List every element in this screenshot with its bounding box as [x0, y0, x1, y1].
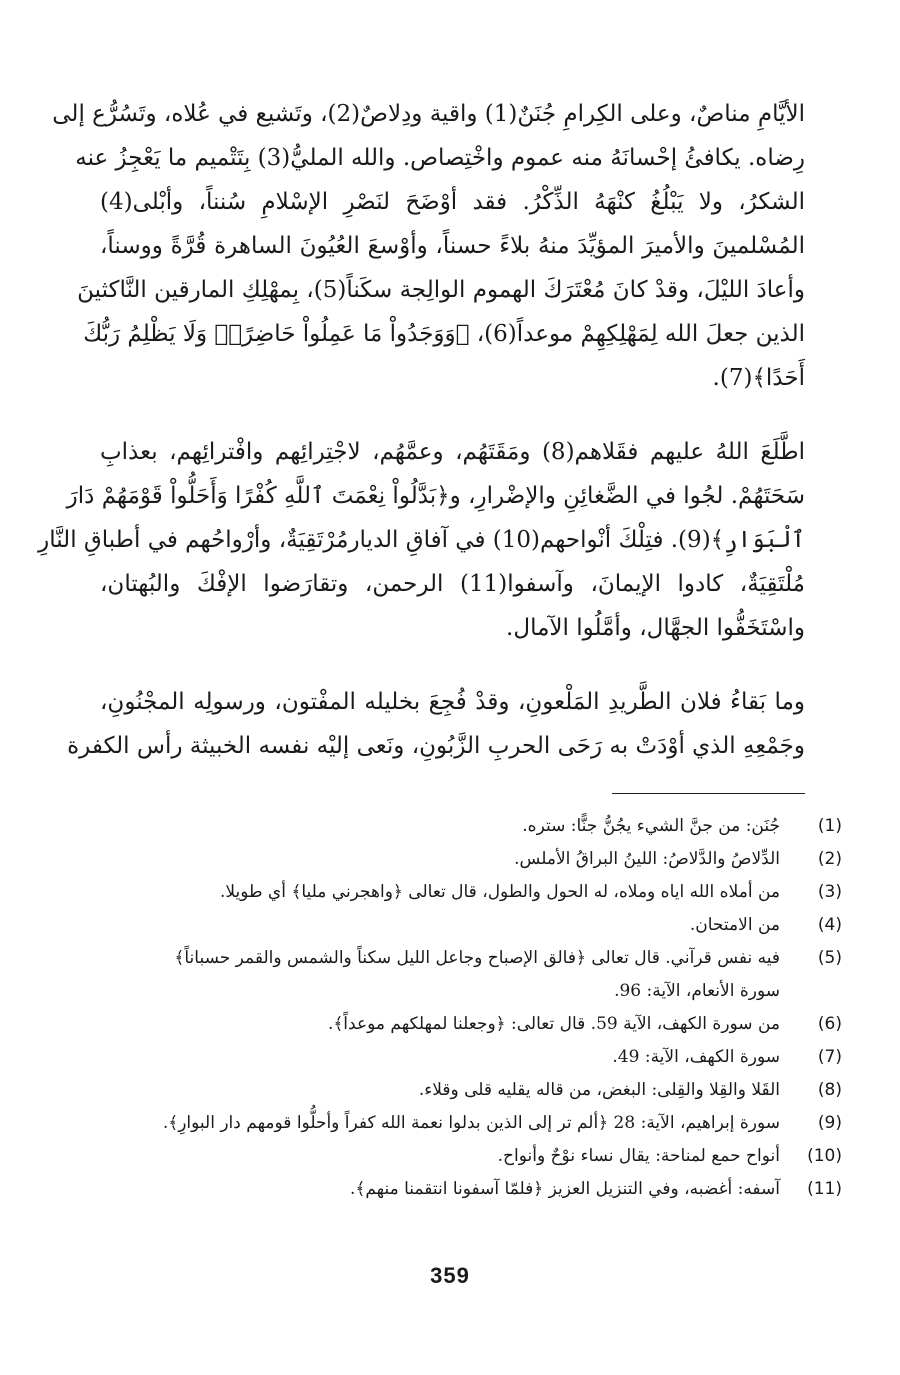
text-line: الأيَّامِ مناصٌ، وعلى الكِرامِ جُنَنٌ(1) واقية ودِلاصٌ(2)، وتَشيع في عُلاه، وتَسُرُّع إلى	[52, 101, 805, 127]
footnote-text: جُنَن: من جنَّ الشيء يجُنُّ جنًّا: ستره.	[522, 816, 780, 836]
footnote-text: من سورة الكهف، الآية 59. قال تعالى: ﴿وجعلنا لمهلكهم موعداً﴾.	[327, 1014, 780, 1034]
footnote-number: (9)	[817, 1113, 842, 1133]
footnote-text: سورة الكهف، الآية: 49.	[612, 1047, 780, 1067]
footnote-text: سورة إبراهيم، الآية: 28 ﴿ألم تر إلى الذين بدلوا نعمة الله كفراً وأحلُّوا قومهم دار البوارِ﴾.	[162, 1113, 780, 1133]
text-line: الذين جعلَ الله لِمَهْلِكِهِمْ موعداً(6)، ﴿وَوَجَدُواْ مَا عَمِلُواْ حَاضِرًاۗ وَلَا يَظْلِمُ رَبُّكَ	[83, 321, 805, 347]
footnote	[100, 1107, 842, 1140]
footnote	[100, 876, 842, 909]
footnote-number: (5)	[817, 948, 842, 968]
footnote-number: (1)	[817, 816, 842, 836]
footnote-text: الدِّلاصُ والدَّلاصُ: اللينُ البراقُ الأملس.	[514, 849, 780, 869]
footnote-number: (2)	[817, 849, 842, 869]
footnote	[100, 810, 842, 843]
footnotes	[100, 810, 842, 1206]
text-line: وأعادَ الليْلَ، وقدْ كانَ مُعْتَرَكَ الهموم الوالِجة سكَناً(5)، بِمهْلِكِ المارقين النَّاكثينَ	[77, 277, 805, 303]
footnote	[100, 1074, 842, 1107]
footnote	[100, 942, 842, 1008]
footnote	[100, 1041, 842, 1074]
main-text	[38, 92, 805, 768]
paragraph-1	[52, 92, 805, 400]
footnote-text-continued: سورة الأنعام، الآية: 96.	[614, 981, 780, 1001]
text-line: الشكرُ، ولا يَبْلُغُ كنْهَهُ الذِّكْرُ. فقد أوْضَحَ لنَصْرِ الإسْلامِ سُنناً، وأبْلى(4)	[100, 189, 805, 215]
footnote	[100, 909, 842, 942]
footnote-number: (7)	[817, 1047, 842, 1067]
text-line: المُسْلمينَ والأميرَ المؤيِّدَ منهُ بلاءً حسناً، وأوْسعَ العُيُونَ الساهرة قُرَّةً ووسناً،	[100, 233, 805, 259]
footnote-text: أنواح حمع لمناحة: يقال نساء نوْحٌ وأنواح.	[497, 1146, 780, 1166]
page-number: 359	[430, 1263, 470, 1288]
footnote-number: (8)	[817, 1080, 842, 1100]
footnote	[100, 1008, 842, 1041]
text-line: وما بَقاءُ فلان الطَّريدِ المَلْعونِ، وقدْ فُجِعَ بخليله المفْتون، ورسولِه المجْنُونِ،	[100, 689, 805, 715]
footnote-number: (10)	[807, 1146, 842, 1166]
text-line: سَحَتَهُمْ. لجُوا في الضَّغائِنِ والإضْرارِ، و﴿بَدَّلُواْ نِعْمَتَ ٱللَّهِ كُفْرًا وَأَحَلُّواْ قَوْمَهُمْ دَارَ	[66, 483, 805, 509]
text-line: واسْتَخَفُّوا الجهَّال، وأمَّلُوا الآمال.	[506, 615, 805, 641]
footnote	[100, 843, 842, 876]
footnote-divider	[612, 793, 805, 794]
footnote-text: فيه نفس قرآني. قال تعالى ﴿فالق الإصباح وجاعل الليل سكناً والشمس والقمر حسباناً﴾	[174, 948, 780, 968]
footnote-text: من الامتحان.	[689, 915, 780, 935]
footnote-text: آسفه: أغضبه، وفي التنزيل العزيز ﴿فلمّا آسفونا انتقمنا منهم﴾.	[349, 1179, 780, 1199]
footnote-number: (4)	[817, 915, 842, 935]
footnote	[100, 1173, 842, 1206]
footnote	[100, 1140, 842, 1173]
footnote-text: القَلا والقِلا والقِلى: البغض، من قاله يقليه قلى وقلاء.	[418, 1080, 780, 1100]
text-line: اطَّلَعَ اللهُ عليهم فقَلاهم(8) ومَقَتَهُم، وعمَّهُم، لاجْتِرائِهم وافْترائِهم، بعذابِ	[100, 439, 805, 465]
text-line: وجَمْعِهِ الذي أوْدَتْ به رَحَى الحربِ الزَّبُونِ، ونَعى إليْه نفسه الخبيثة رأس الكفرة	[67, 733, 805, 759]
text-line: مُلْتَقِيَةٌ، كادوا الإيمانَ، وآسفوا(11) الرحمن، وتقارَضوا الإفْكَ والبُهتان،	[100, 571, 805, 597]
footnote-number: (11)	[807, 1179, 842, 1199]
footnote-text: من أملاه الله اياه وملاه، له الحول والطول، قال تعالى ﴿واهجرني مليا﴾ أي طويلا.	[219, 882, 780, 902]
paragraph-3	[67, 680, 805, 768]
text-line: أَحَدًا﴾(7).	[712, 365, 805, 391]
footnote-text-block	[100, 942, 800, 1008]
paragraph-2	[38, 430, 805, 650]
text-line: رِضاه. يكافئُ إحْسانَهُ منه عموم واخْتِصاص. والله المليُّ(3) بِتَتْميم ما يَعْجِزُ عنه	[75, 145, 805, 171]
text-line: ٱلْبَوَارِ﴾(9). فتِلْكَ أنْواحهم(10) في آفاقِ الديارمُرْتَقِيَةٌ، وأرْواحُهم في أطباقِ النَّارِ	[38, 527, 805, 553]
footnote-number: (6)	[817, 1014, 842, 1034]
footnote-number: (3)	[817, 882, 842, 902]
